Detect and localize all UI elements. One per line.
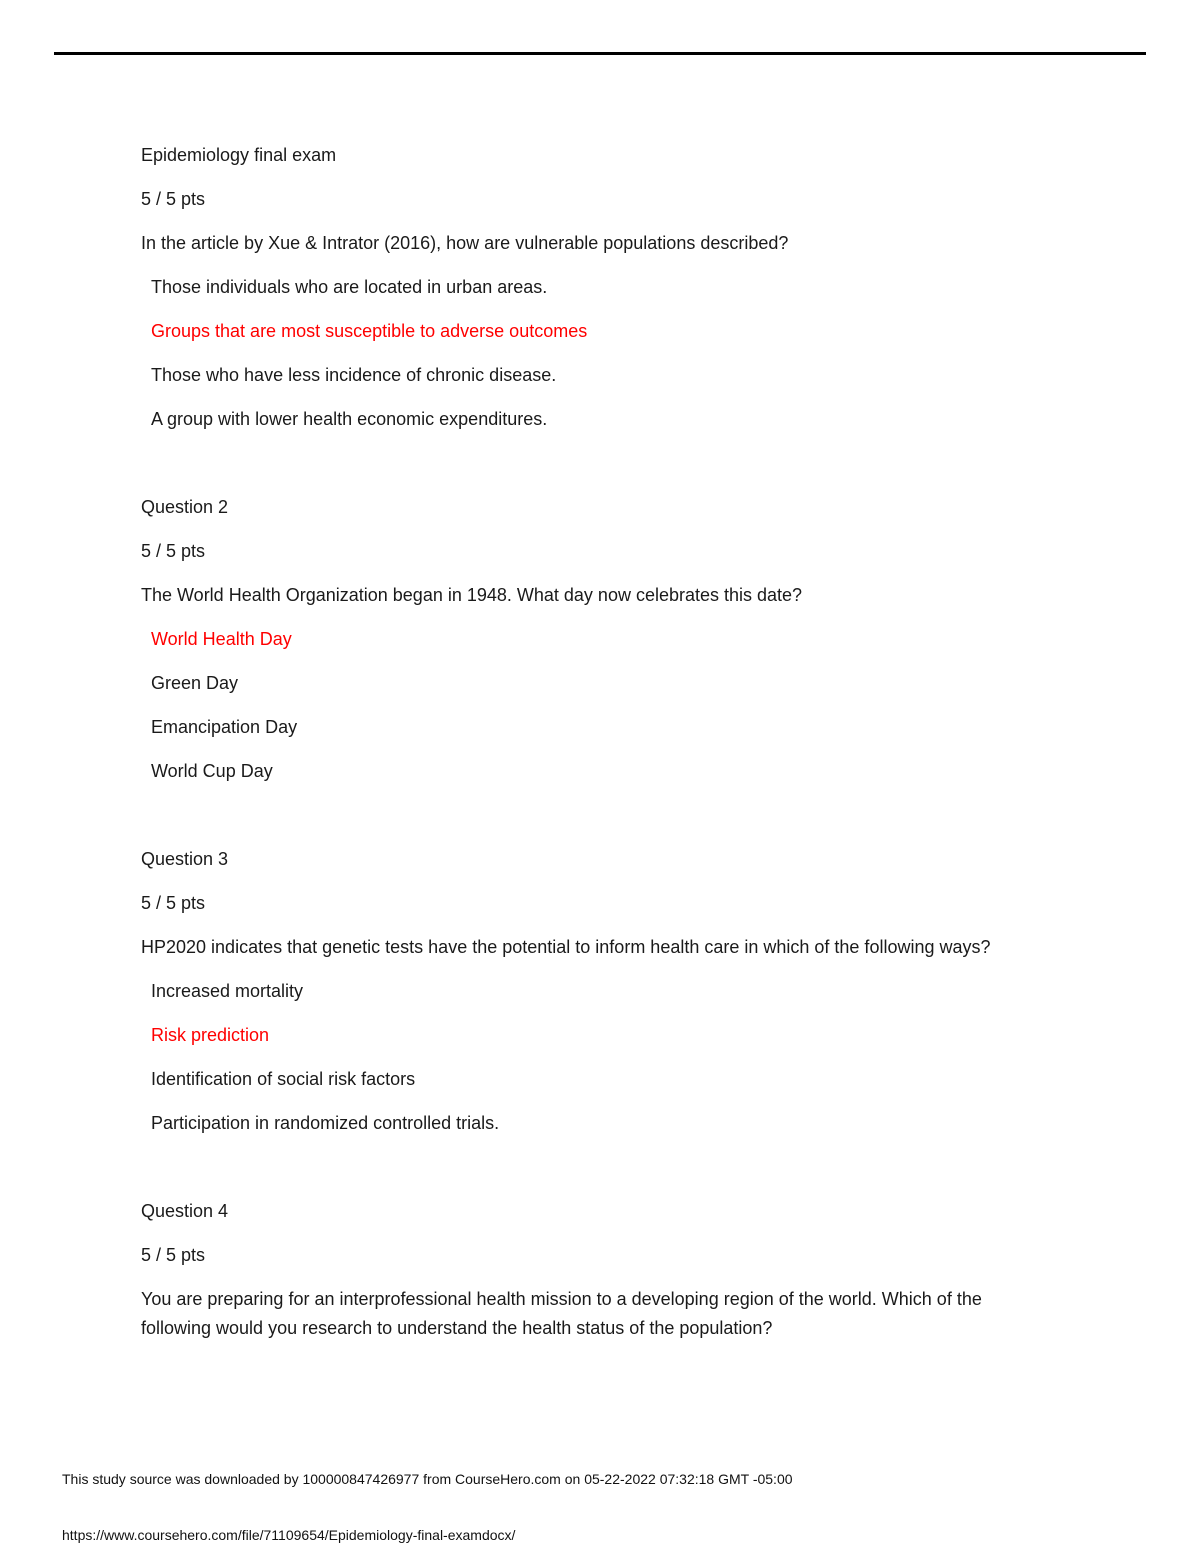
source-url-link[interactable]: https://www.coursehero.com/file/71109654/Epidemiology-final-examdocx/ [62, 1527, 516, 1543]
answer-option: Those individuals who are located in urban areas. [151, 277, 548, 297]
exam-content [141, 141, 1051, 1358]
question-points: 5 / 5 pts [141, 893, 206, 913]
question-block-1 [141, 141, 1051, 434]
answer-option-correct: Risk prediction [151, 1025, 270, 1045]
answer-option: Emancipation Day [151, 717, 298, 737]
question-label: Question 4 [141, 1201, 229, 1221]
top-rule [54, 52, 1146, 55]
download-source-notice: This study source was downloaded by 100000847426977 from CourseHero.com on 05-22-2022 07:32:18 GMT -05:00 [62, 1471, 793, 1487]
question-label: Question 2 [141, 497, 229, 517]
question-points: 5 / 5 pts [141, 541, 206, 561]
answer-option: A group with lower health economic expenditures. [151, 409, 548, 429]
answer-option-correct: World Health Day [151, 629, 292, 649]
question-label: Question 3 [141, 849, 229, 869]
exam-title: Epidemiology final exam [141, 145, 337, 165]
question-points: 5 / 5 pts [141, 189, 206, 209]
question-text: In the article by Xue & Intrator (2016), how are vulnerable populations described? [141, 233, 789, 253]
answer-option: Participation in randomized controlled trials. [151, 1113, 500, 1133]
question-text: You are preparing for an interprofessional health mission to a developing region of the world. Which of the following would you research to understand the health status of the population? [141, 1289, 982, 1338]
question-text: HP2020 indicates that genetic tests have the potential to inform health care in which of the following ways? [141, 937, 991, 957]
answer-option: Increased mortality [151, 981, 304, 1001]
answer-option: Those who have less incidence of chronic disease. [151, 365, 557, 385]
answer-option: World Cup Day [151, 761, 273, 781]
question-block-3 [141, 845, 1051, 1138]
question-block-2 [141, 493, 1051, 786]
question-block-4 [141, 1197, 1051, 1343]
answer-option: Green Day [151, 673, 239, 693]
question-points: 5 / 5 pts [141, 1245, 206, 1265]
answer-option-correct: Groups that are most susceptible to adverse outcomes [151, 321, 588, 341]
question-text: The World Health Organization began in 1948. What day now celebrates this date? [141, 585, 803, 605]
answer-option: Identification of social risk factors [151, 1069, 416, 1089]
